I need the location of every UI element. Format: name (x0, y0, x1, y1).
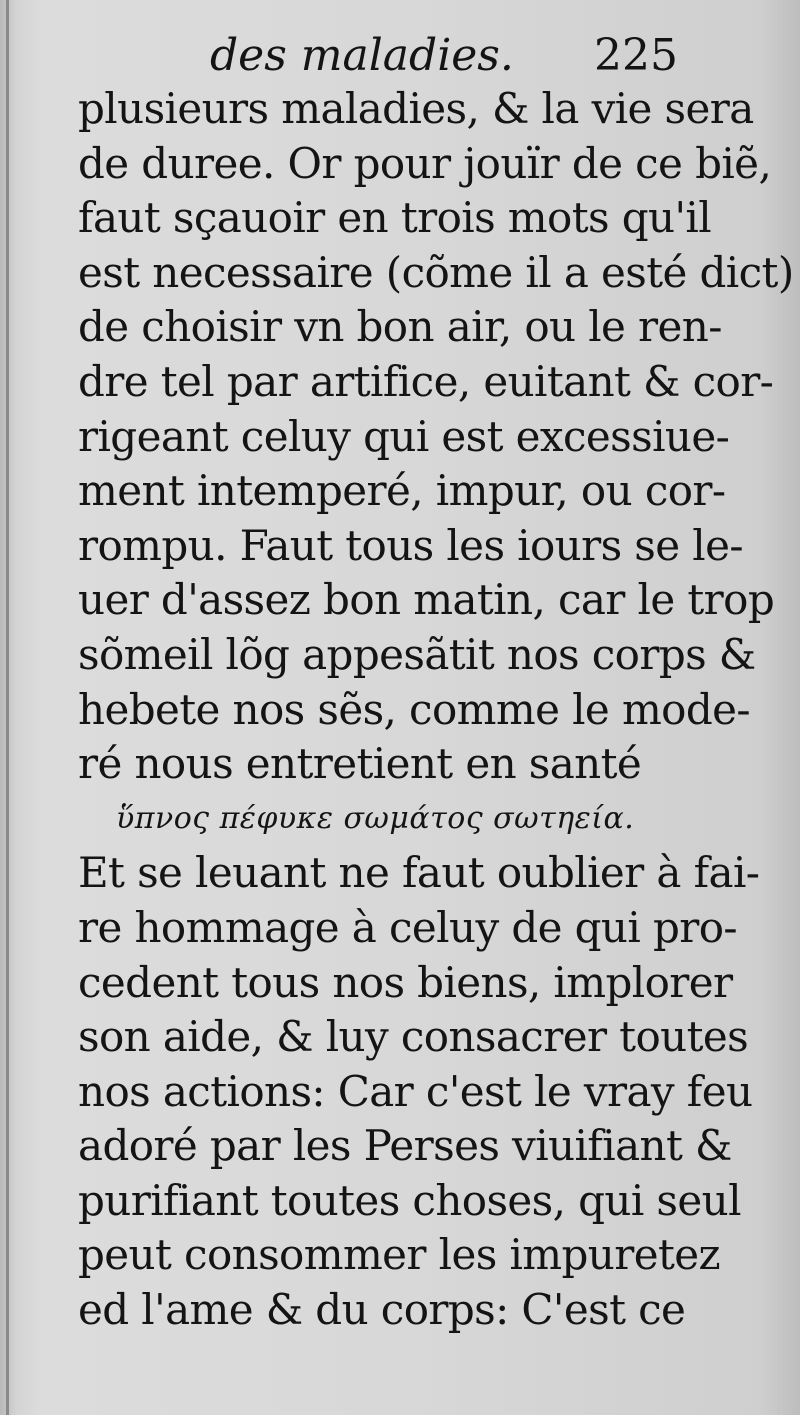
text-line: hebete nos sẽs, comme le mode- (78, 684, 750, 734)
page-gutter-edge (6, 0, 9, 1415)
text-line: dre tel par artifice, euitant & cor- (78, 356, 774, 406)
text-line: de choisir vn bon air, ou le ren- (78, 302, 722, 352)
page-header (0, 18, 800, 88)
text-line: Et se leuant ne faut oublier à fai- (78, 848, 760, 898)
text-line: de duree. Or pour jouïr de ce biẽ, (78, 138, 772, 188)
text-line: ré nous entretient en santé (78, 739, 642, 789)
text-line: ment intemperé, impur, ou cor- (78, 466, 726, 516)
blank-page-bottom (0, 1290, 800, 1415)
text-line: peut consommer les impuretez (78, 1230, 721, 1280)
page-number: 225 (594, 30, 678, 81)
text-line: est necessaire (cõme il a esté dict) (78, 247, 794, 297)
text-line: plusieurs maladies, & la vie sera (78, 84, 754, 133)
text-line: faut sçauoir en trois mots qu'il (78, 193, 712, 243)
text-line: son aide, & luy consacrer toutes (78, 1012, 749, 1062)
text-line: re hommage à celuy de qui pro- (78, 902, 737, 952)
body-text (78, 82, 794, 1338)
text-line: rompu. Faut tous les iours se le- (78, 520, 743, 570)
text-line: uer d'assez bon matin, car le trop (78, 575, 775, 625)
text-line: rigeant celuy qui est excessiue- (78, 411, 730, 461)
text-line: sõmeil lõg appesãtit nos corps & (78, 629, 756, 679)
greek-quotation: ὕπνος πέφυκε σωμάτος σωτηεία. (116, 800, 635, 836)
running-title: des maladies. (210, 30, 514, 81)
text-line: nos actions: Car c'est le vray feu (78, 1066, 753, 1116)
text-line: cedent tous nos biens, implorer (78, 957, 733, 1007)
text-line: ed l'ame & du corps: C'est ce (78, 1285, 686, 1335)
text-line: adoré par les Perses viuifiant & (78, 1121, 732, 1171)
text-line: purifiant toutes choses, qui seul (78, 1175, 741, 1225)
